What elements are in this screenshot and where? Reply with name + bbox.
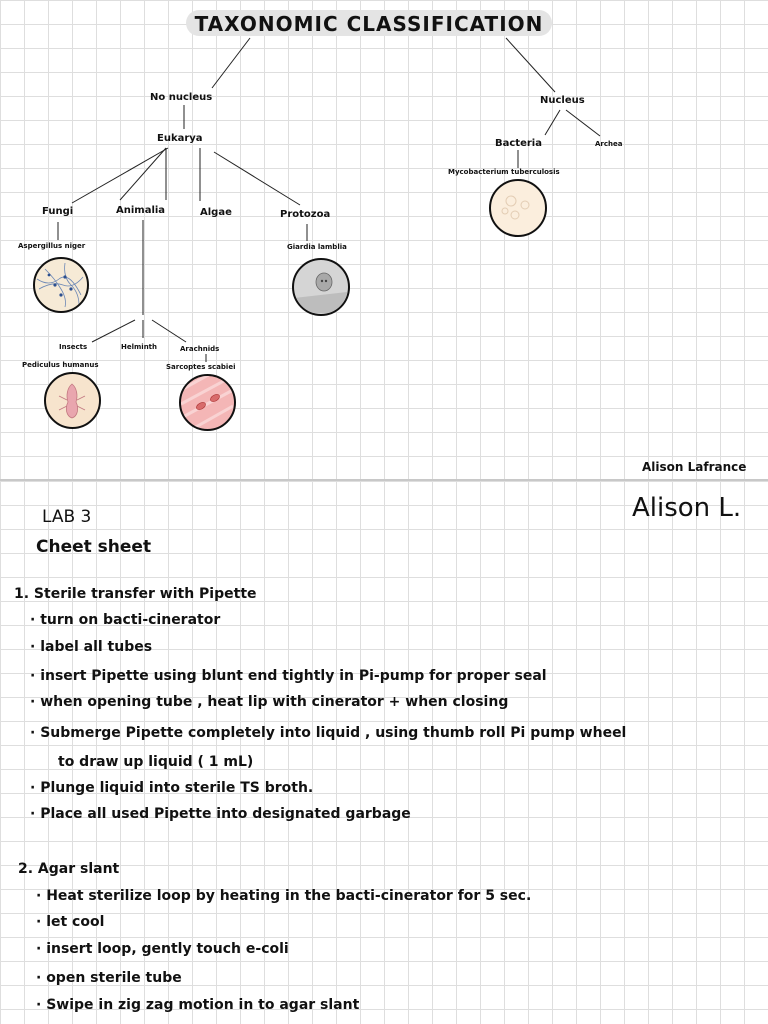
section-2-bullet: · insert loop, gently touch e-coli — [36, 941, 289, 957]
bacteria-specimen-circle — [489, 179, 547, 237]
section-1-heading: 1. Sterile transfer with Pipette — [14, 586, 257, 602]
section-1-bullet-continuation: to draw up liquid ( 1 mL) — [58, 754, 254, 770]
page-title: TAXONOMIC CLASSIFICATION — [194, 12, 544, 36]
lab-title: LAB 3 — [42, 507, 92, 527]
algae-label: Algae — [200, 207, 232, 218]
fungi-specimen-circle — [33, 257, 89, 313]
mite-tissue-drawing — [181, 376, 233, 428]
protozoa-label: Protozoa — [280, 209, 331, 220]
fungi-example-label: Aspergillus niger — [18, 242, 86, 250]
insects-specimen-circle — [44, 372, 101, 429]
section-1-bullet: · Place all used Pipette into designated garbage — [30, 806, 411, 822]
section-1-bullet: · insert Pipette using blunt end tightly in Pi-pump for proper seal — [30, 668, 547, 684]
arachnids-specimen-circle — [179, 374, 236, 431]
section-1-bullet: · Submerge Pipette completely into liquid , using thumb roll Pi pump wheel — [30, 725, 627, 741]
lab-subtitle: Cheet sheet — [36, 537, 152, 557]
bacteria-example-label: Mycobacterium tuberculosis — [448, 168, 560, 176]
no-nucleus-label: No nucleus — [150, 92, 213, 103]
louse-drawing — [46, 374, 98, 426]
section-2-bullet: · let cool — [36, 914, 105, 930]
author-signature: Alison Lafrance — [642, 460, 747, 474]
nucleus-label: Nucleus — [540, 95, 585, 106]
section-2-heading: 2. Agar slant — [18, 861, 120, 877]
insects-example-label: Pediculus humanus — [22, 361, 99, 369]
fungi-hyphae-drawing — [35, 259, 86, 310]
section-2-bullet: · Swipe in zig zag motion in to agar slant — [36, 997, 360, 1013]
eukarya-label: Eukarya — [157, 133, 203, 144]
arachnids-example-label: Sarcoptes scabiei — [166, 363, 236, 371]
arachnids-label: Arachnids — [180, 345, 220, 353]
giardia-drawing — [294, 260, 347, 313]
animalia-label: Animalia — [116, 205, 166, 216]
section-1-bullet: · label all tubes — [30, 639, 153, 655]
signature: Alison L. — [632, 493, 742, 523]
section-1-bullet: · Plunge liquid into sterile TS broth. — [30, 780, 314, 796]
section-2-bullet: · Heat sterilize loop by heating in the bacti-cinerator for 5 sec. — [36, 888, 532, 904]
archea-label: Archea — [595, 140, 623, 148]
fungi-label: Fungi — [42, 206, 74, 217]
protozoa-example-label: Giardia lamblia — [287, 243, 347, 251]
bacteria-culture-drawing — [491, 181, 545, 235]
section-1-bullet: · when opening tube , heat lip with cinerator + when closing — [30, 694, 509, 710]
lab-notes-page — [0, 481, 768, 1024]
section-2-bullet: · open sterile tube — [36, 970, 182, 986]
tree-connector-lines — [0, 0, 768, 479]
taxonomy-page — [0, 0, 768, 479]
protozoa-specimen-circle — [292, 258, 350, 316]
helminth-label: Helminth — [121, 343, 158, 351]
section-1-bullet: · turn on bacti-cinerator — [30, 612, 221, 628]
insects-label: Insects — [59, 343, 88, 351]
bacteria-label: Bacteria — [495, 138, 542, 149]
